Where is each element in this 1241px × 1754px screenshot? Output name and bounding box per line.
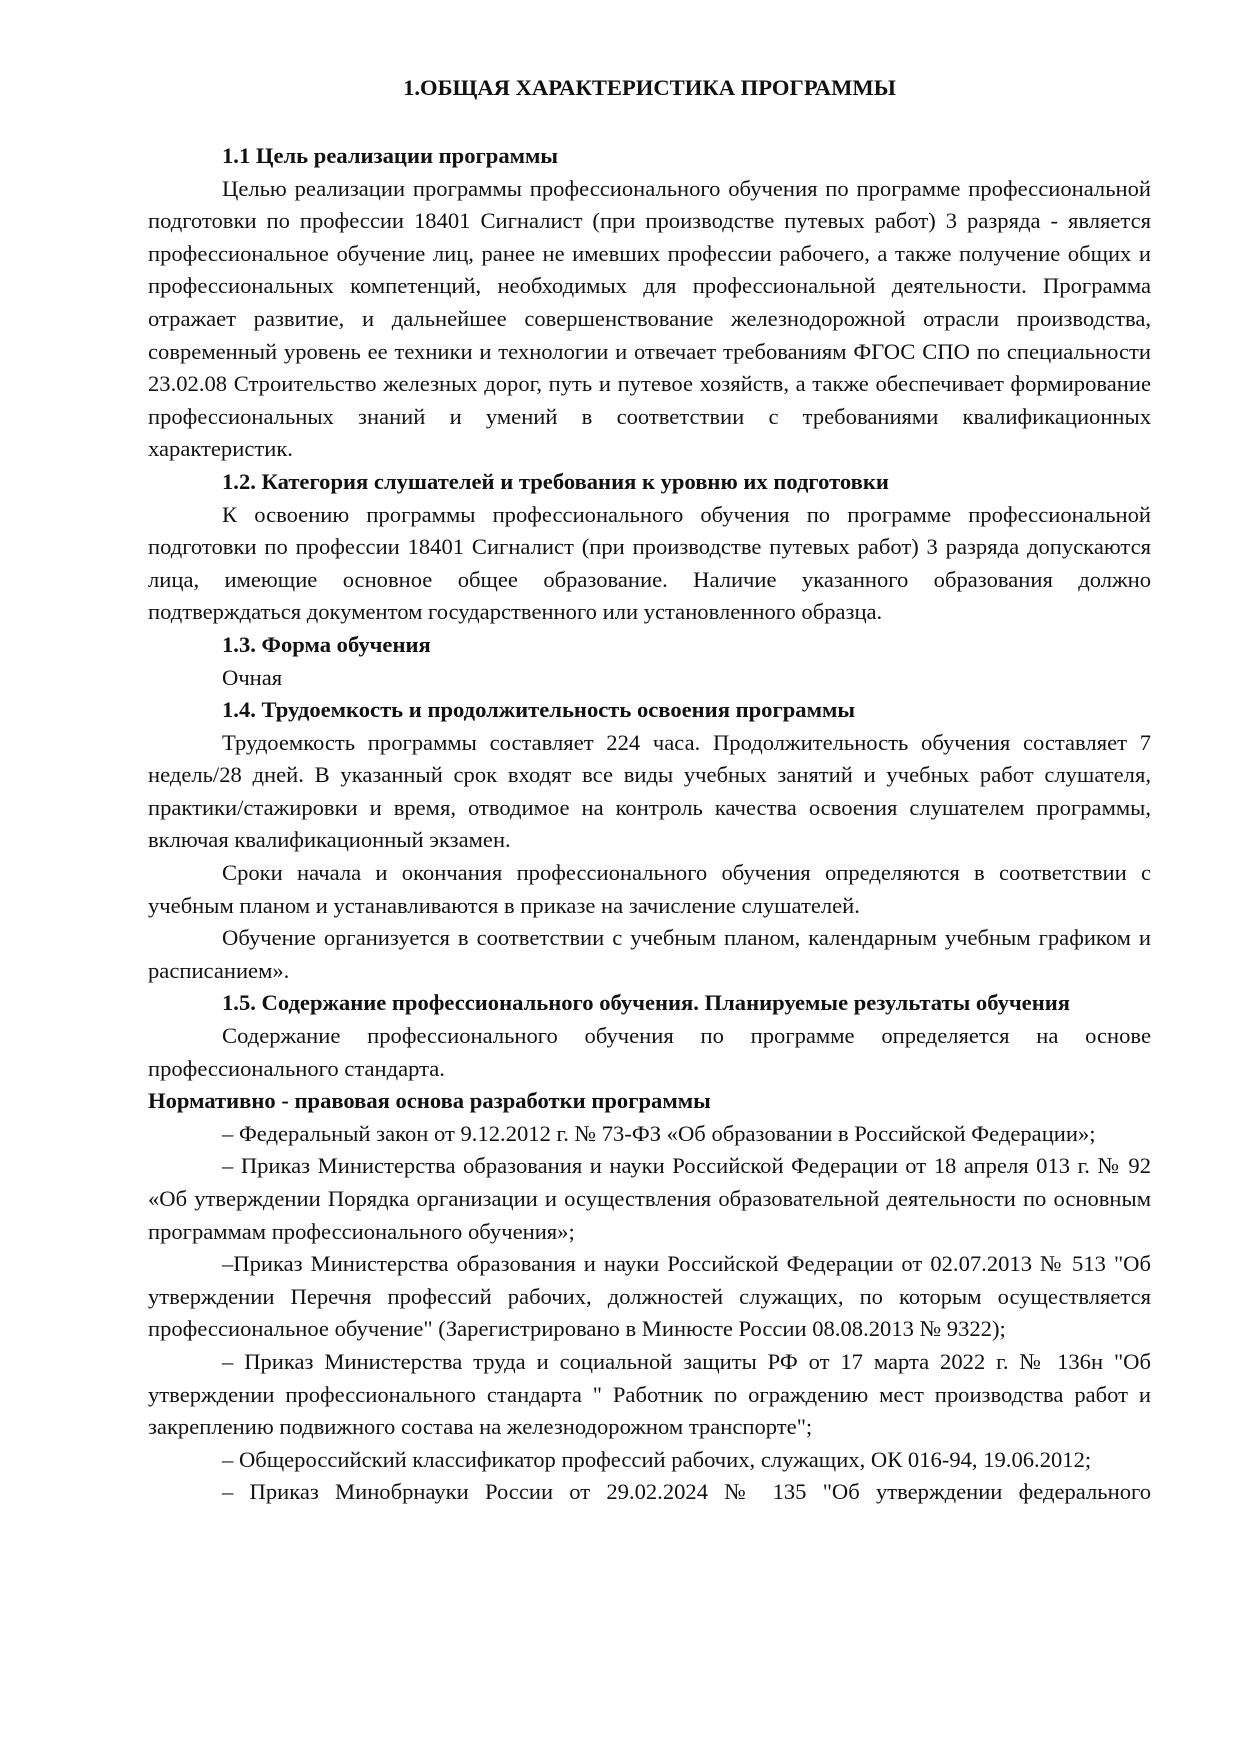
- section-heading-1-3: 1.3. Форма обучения: [222, 631, 431, 657]
- legal-basis-heading: Нормативно - правовая основа разработки программы: [148, 1088, 711, 1114]
- section-heading-1-5: 1.5. Содержание профессионального обучения. Планируемые результаты обучения: [222, 990, 1070, 1016]
- paragraph-goal: Целью реализации программы профессионального обучения по программе профессиональной подготовки по профессии 18401 Сигналист (при производстве путевых работ) 3 разряда - является профессиональное обучение лиц, ранее не имевших профессии рабочего, а также получение общих и профессиональных компетенций, необходимых для профессиональной деятельности. Программа отражает развитие, и дальнейшее совершенствование железнодорожной отрасли производства, современный уровень ее техники и технологии и отвечает требованиям ФГОС СПО по специальности 23.02.08 Строительство железных дорог, путь и путевое хозяйств, а также обеспечивает формирование профессиональных знаний и умений в соответствии с требованиями квалификационных характеристик.: [148, 175, 1151, 462]
- section-heading-1-4: 1.4. Трудоемкость и продолжительность освоения программы: [222, 697, 855, 723]
- paragraph-terms: Сроки начала и окончания профессионального обучения определяются в соответствии с учебным планом и устанавливаются в приказе на зачисление слушателей.: [148, 860, 1151, 918]
- section-heading-1-2: 1.2. Категория слушателей и требования к уровню их подготовки: [222, 468, 889, 494]
- paragraph-workload: Трудоемкость программы составляет 224 часа. Продолжительность обучения составляет 7 недель/28 дней. В указанный срок входят все виды учебных занятий и учебных работ слушателя, практики/стажировки и время, отводимое на контроль качества освоения слушателем программы, включая квалификационный экзамен.: [148, 729, 1151, 853]
- legal-basis-item: – Приказ Министерства образования и науки Российской Федерации от 18 апреля 013 г. № 92 «Об утверждении Порядка организации и осуществления образовательной деятельности по основным программам профессионального обучения»;: [148, 1153, 1151, 1244]
- legal-basis-item: – Приказ Минобрнауки России от 29.02.2024 № 135 "Об утверждении федерального: [222, 1479, 1151, 1505]
- paragraph-audience: К освоению программы профессионального обучения по программе профессиональной подготовки по профессии 18401 Сигналист (при производстве путевых работ) 3 разряда допускаются лица, имеющие основное общее образование. Наличие указанного образования должно подтверждаться документом государственного или установленного образца.: [148, 501, 1151, 625]
- page-title: 1.ОБЩАЯ ХАРАКТЕРИСТИКА ПРОГРАММЫ: [403, 75, 896, 100]
- legal-basis-item: – Общероссийский классификатор профессий рабочих, служащих, ОК 016-94, 19.06.2012;: [222, 1446, 1092, 1472]
- section-heading-1-1: 1.1 Цель реализации программы: [222, 143, 559, 168]
- document-content: [148, 71, 1151, 1509]
- legal-basis-item: – Приказ Министерства труда и социальной защиты РФ от 17 марта 2022 г. № 136н "Об утверждении профессионального стандарта " Работник по ограждению мест производства работ и закреплению подвижного состава на железнодорожном транспорте";: [148, 1348, 1151, 1440]
- legal-basis-list: [148, 1118, 1151, 1509]
- paragraph-form: Очная: [222, 664, 283, 690]
- paragraph-content: Содержание профессионального обучения по программе определяется на основе профессионального стандарта.: [148, 1023, 1151, 1081]
- paragraph-organization: Обучение организуется в соответствии с учебным планом, календарным учебным графиком и расписанием».: [148, 925, 1151, 983]
- legal-basis-item: –Приказ Министерства образования и науки Российской Федерации от 02.07.2013 № 513 "Об утверждении Перечня профессий рабочих, должностей служащих, по которым осуществляется профессиональное обучение" (Зарегистрировано в Минюсте России 08.08.2013 № 9322);: [148, 1251, 1151, 1342]
- legal-basis-item: – Федеральный закон от 9.12.2012 г. № 73-ФЗ «Об образовании в Российской Федерации»;: [222, 1120, 1096, 1146]
